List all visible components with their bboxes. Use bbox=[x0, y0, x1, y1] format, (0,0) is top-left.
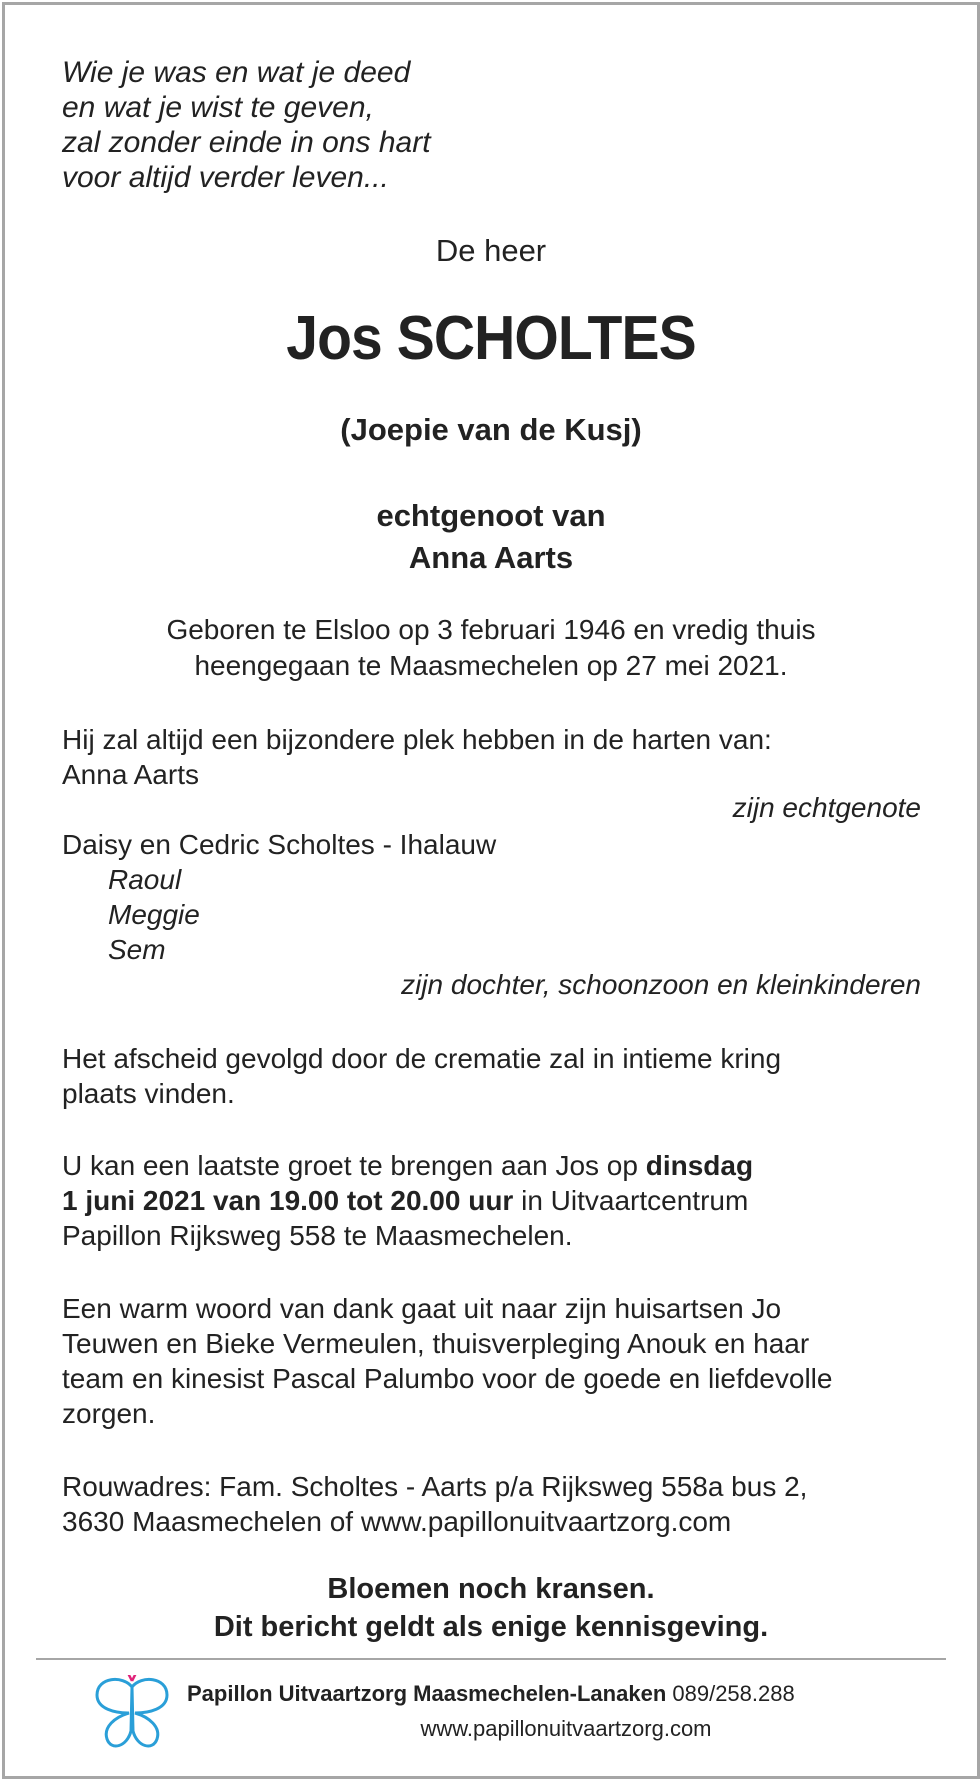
poem-line: en wat je wist te geven, bbox=[62, 91, 374, 124]
born-line: heengegaan te Maasmechelen op 27 mei 2021. bbox=[194, 650, 788, 681]
heart-intro: Hij zal altijd een bijzondere plek hebben in de harten van: bbox=[62, 724, 772, 755]
nickname: (Joepie van de Kusj) bbox=[340, 412, 642, 447]
address-line: 3630 Maasmechelen of www.papillonuitvaartzorg.com bbox=[62, 1506, 732, 1537]
company-name: Papillon Uitvaartzorg Maasmechelen-Lanaken bbox=[187, 1681, 667, 1706]
closing-line: Dit bericht geldt als enige kennisgeving. bbox=[213, 1611, 769, 1643]
deceased-name: Jos SCHOLTES bbox=[286, 304, 696, 373]
grandchild-name: Meggie bbox=[108, 899, 200, 930]
spouse-label: echtgenoot van bbox=[376, 498, 606, 533]
children-names: Daisy en Cedric Scholtes - Ihalauw bbox=[62, 829, 497, 860]
thanks-line: Een warm woord van dank gaat uit naar zijn huisartsen Jo bbox=[62, 1293, 782, 1324]
greeting-text: U kan een laatste groet te brengen aan Jos op bbox=[62, 1150, 646, 1181]
greeting-datetime: 1 juni 2021 van 19.00 tot 20.00 uur bbox=[62, 1185, 514, 1216]
grandchild-name: Raoul bbox=[108, 864, 182, 895]
farewell-info bbox=[62, 1041, 781, 1111]
thanks-line: Teuwen en Bieke Vermeulen, thuisverpleging Anouk en haar bbox=[62, 1328, 810, 1359]
closing-notice bbox=[5, 1570, 977, 1646]
wife-name: Anna Aarts bbox=[62, 759, 199, 790]
poem bbox=[62, 55, 431, 195]
thanks-line: zorgen. bbox=[62, 1398, 156, 1429]
poem-line: Wie je was en wat je deed bbox=[62, 56, 411, 89]
spouse-name: Anna Aarts bbox=[408, 540, 574, 575]
born-line: Geboren te Elsloo op 3 februari 1946 en vredig thuis bbox=[166, 614, 816, 645]
address-line: Rouwadres: Fam. Scholtes - Aarts p/a Rijksweg 558a bus 2, bbox=[62, 1471, 808, 1502]
footer-divider bbox=[36, 1658, 946, 1660]
thanks-paragraph bbox=[62, 1291, 832, 1431]
mourning-address bbox=[62, 1469, 807, 1539]
birth-death-info bbox=[5, 612, 977, 684]
poem-line: voor altijd verder leven... bbox=[62, 161, 389, 194]
thanks-line: team en kinesist Pascal Palumbo voor de goede en liefdevolle bbox=[62, 1363, 833, 1394]
farewell-line: plaats vinden. bbox=[62, 1078, 235, 1109]
greeting-day: dinsdag bbox=[645, 1150, 754, 1181]
poem-line: zal zonder einde in ons hart bbox=[62, 126, 431, 159]
greeting-location: Papillon Rijksweg 558 te Maasmechelen. bbox=[62, 1220, 573, 1251]
spouse-block bbox=[5, 495, 977, 579]
company-phone: 089/258.288 bbox=[666, 1681, 795, 1706]
name-prefix: De heer bbox=[435, 233, 547, 268]
wife-role: zijn echtgenote bbox=[732, 792, 921, 823]
closing-line: Bloemen noch kransen. bbox=[327, 1573, 655, 1605]
company-website: www.papillonuitvaartzorg.com bbox=[420, 1716, 712, 1741]
footer-company-line bbox=[187, 1681, 795, 1707]
greeting-line bbox=[62, 1183, 753, 1218]
greeting-line bbox=[62, 1148, 753, 1183]
last-greeting-info bbox=[62, 1148, 753, 1253]
children-role: zijn dochter, schoonzoon en kleinkinderen bbox=[401, 969, 921, 1000]
grandchild-name: Sem bbox=[108, 934, 166, 965]
greeting-text: in Uitvaartcentrum bbox=[513, 1185, 749, 1216]
obituary-card bbox=[2, 2, 980, 1779]
grandchildren-list bbox=[108, 862, 200, 967]
farewell-line: Het afscheid gevolgd door de crematie zal in intieme kring bbox=[62, 1043, 782, 1074]
